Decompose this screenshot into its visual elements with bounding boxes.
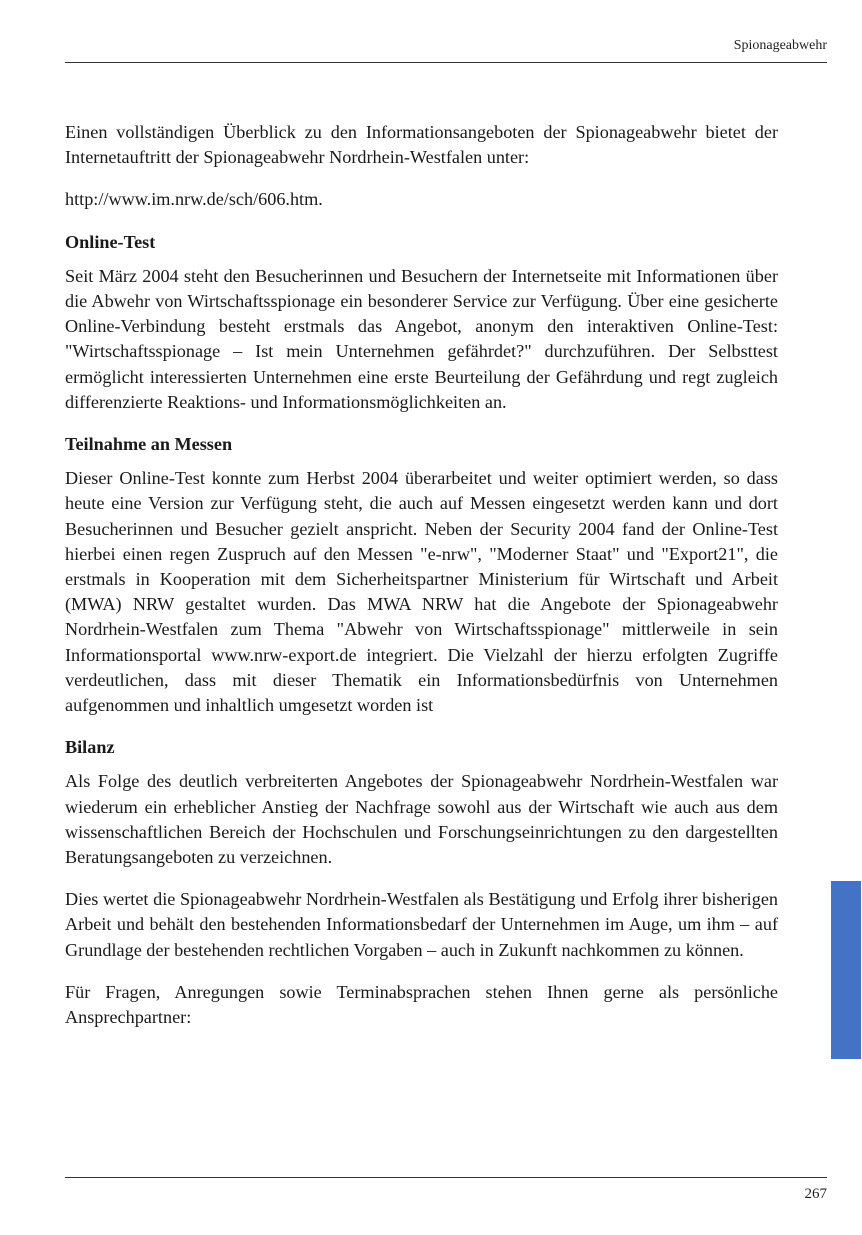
heading-bilanz: Bilanz xyxy=(65,737,115,758)
running-head: Spionageabwehr xyxy=(733,38,827,53)
paragraph-online-test: Seit März 2004 steht den Besucherinnen und Besuchern der Internetseite mit Informationen über die Abwehr von Wirtschaftsspionage ein besonderer Service zur Verfügung. Über eine gesicherte Online-Verbindung besteht erstmals das Angebot, anonym den interaktiven Online-Test: "Wirtschaftsspionage – Ist mein Unternehmen gefährdet?" durchzuführen. Der Selbsttest ermöglicht interessierten Unternehmen eine erste Beurteilung der Gefährdung und regt zugleich differenzierte Reaktions- und Informationsmöglichkeiten an. xyxy=(65,265,778,412)
header-rule xyxy=(65,62,827,63)
closing-paragraph-2: Für Fragen, Anregungen sowie Terminabsprachen stehen Ihnen gerne als persönliche Ansprechpartner: xyxy=(65,981,778,1028)
footer-rule xyxy=(65,1177,827,1178)
intro-paragraph: Einen vollständigen Überblick zu den Informationsangeboten der Spionageabwehr bietet der Internetauftritt der Spionageabwehr Nordrhein-Westfalen unter: xyxy=(65,122,778,168)
paragraph-bilanz: Als Folge des deutlich verbreiterten Angebotes der Spionageabwehr Nordrhein-Westfalen war wiederum ein erheblicher Anstieg der Nachfrage sowohl aus der Wirtschaft wie auch aus dem wissenschaftlichen Bereich der Hochschulen und Forschungseinrichtungen zu den dargestellten Beratungsangeboten zu verzeichnen. xyxy=(65,771,778,868)
closing-paragraph-1: Dies wertet die Spionageabwehr Nordrhein-Westfalen als Bestätigung und Erfolg ihrer bisherigen Arbeit und behält den bestehenden Informationsbedarf der Unternehmen im Auge, um ihm – auf Grundlage der bestehenden rechtlichen Vorgaben – auch in Zukunft nachkommen zu können. xyxy=(65,889,778,960)
page-body xyxy=(65,120,778,1047)
paragraph-messen: Dieser Online-Test konnte zum Herbst 2004 überarbeitet und weiter optimiert werden, so dass heute eine Version zur Verfügung steht, die auch auf Messen eingesetzt werden kann und dort Besucherinnen und Besucher gezielt anspricht. Neben der Security 2004 fand der Online-Test hierbei einen regen Zuspruch auf den Messen "e-nrw", "Moderner Staat" und "Export21", die erstmals in Kooperation mit dem Sicherheitspartner Ministerium für Wirtschaft und Arbeit (MWA) NRW gestaltet wurden. Das MWA NRW hat die Angebote der Spionageabwehr Nordrhein-Westfalen zum Thema "Abwehr von Wirtschaftsspionage" mittlerweile in sein Informationsportal www.nrw-export.de integriert. Die Vielzahl der hierzu erfolgten Zugriffe verdeutlichen, dass mit dieser Thematik ein Informationsbedürfnis von Unternehmen aufgenommen und inhaltlich umgesetzt worden ist xyxy=(65,468,778,716)
url-line: http://www.im.nrw.de/sch/606.htm. xyxy=(65,189,323,210)
heading-online-test: Online-Test xyxy=(65,231,156,252)
heading-messen: Teilnahme an Messen xyxy=(65,434,233,455)
chapter-side-tab xyxy=(831,881,861,1059)
page-number: 267 xyxy=(804,1186,827,1202)
